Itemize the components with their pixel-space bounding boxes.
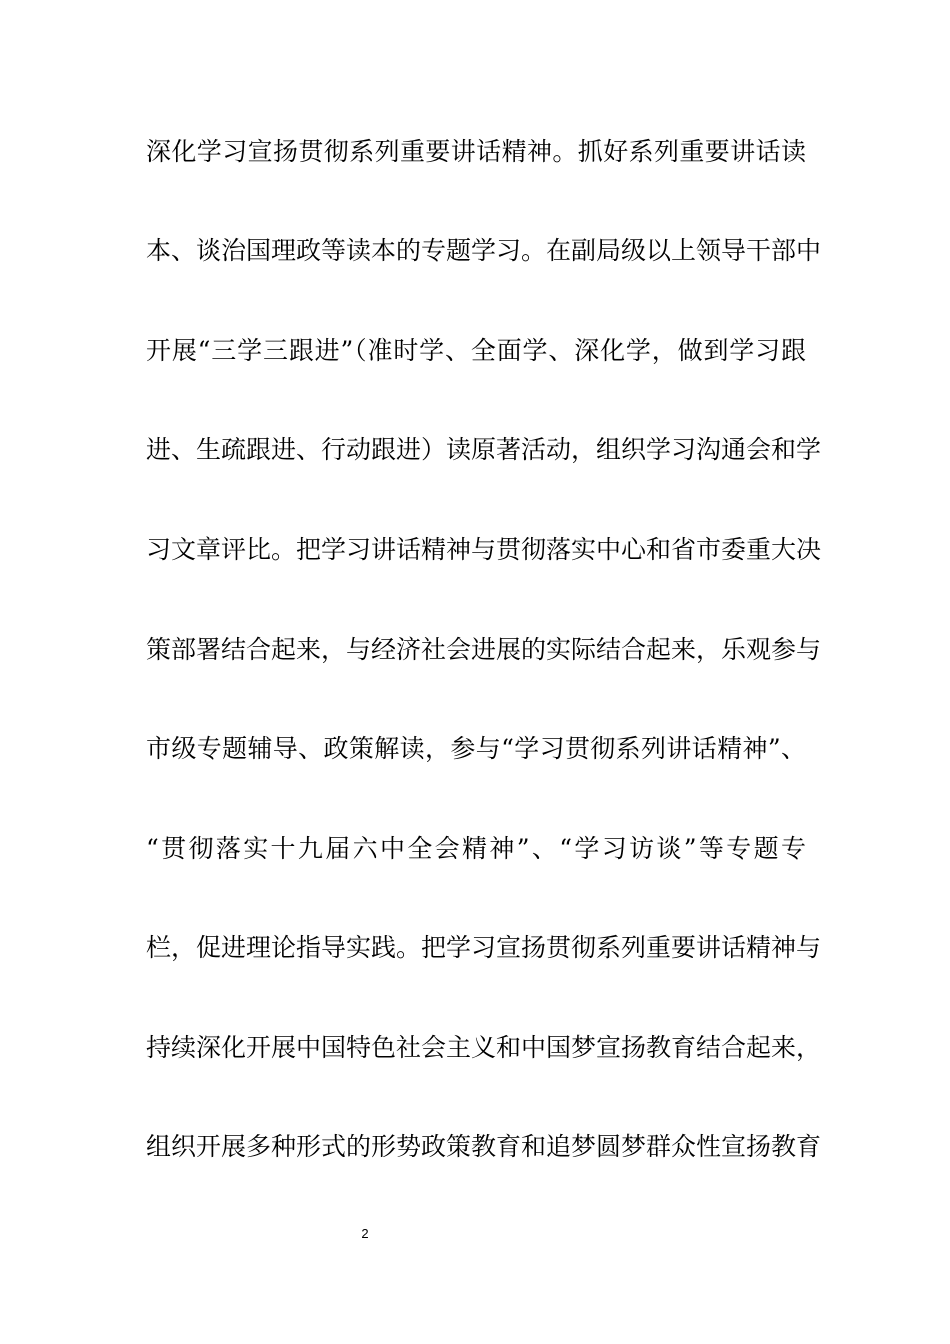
body-text-line: 习文章评比。把学习讲话精神与贯彻落实中心和省市委重大决 (146, 535, 822, 564)
body-text-line: 持续深化开展中国特色社会主义和中国梦宣扬教育结合起来， (146, 1033, 822, 1062)
body-text-line: 开展“三学三跟进”（准时学、全面学、深化学，做到学习跟 (146, 336, 806, 365)
body-text-line: 市级专题辅导、政策解读，参与“学习贯彻系列讲话精神”、 (146, 734, 806, 763)
body-text-line: 深化学习宣扬贯彻系列重要讲话精神。抓好系列重要讲话读 (146, 137, 806, 166)
body-text-line: 栏，促进理论指导实践。把学习宣扬贯彻系列重要讲话精神与 (146, 933, 822, 962)
body-text-line: “贯彻落实十九届六中全会精神”、“学习访谈”等专题专 (146, 834, 806, 863)
body-text-line: 策部署结合起来，与经济社会进展的实际结合起来，乐观参与 (146, 635, 822, 664)
body-text-line: 进、生疏跟进、行动跟进）读原著活动，组织学习沟通会和学 (146, 435, 822, 464)
body-text-line: 组织开展多种形式的形势政策教育和追梦圆梦群众性宣扬教育 (146, 1132, 822, 1161)
page-number: 2 (361, 1226, 369, 1241)
body-text-line: 本、谈治国理政等读本的专题学习。在副局级以上领导干部中 (146, 236, 822, 265)
